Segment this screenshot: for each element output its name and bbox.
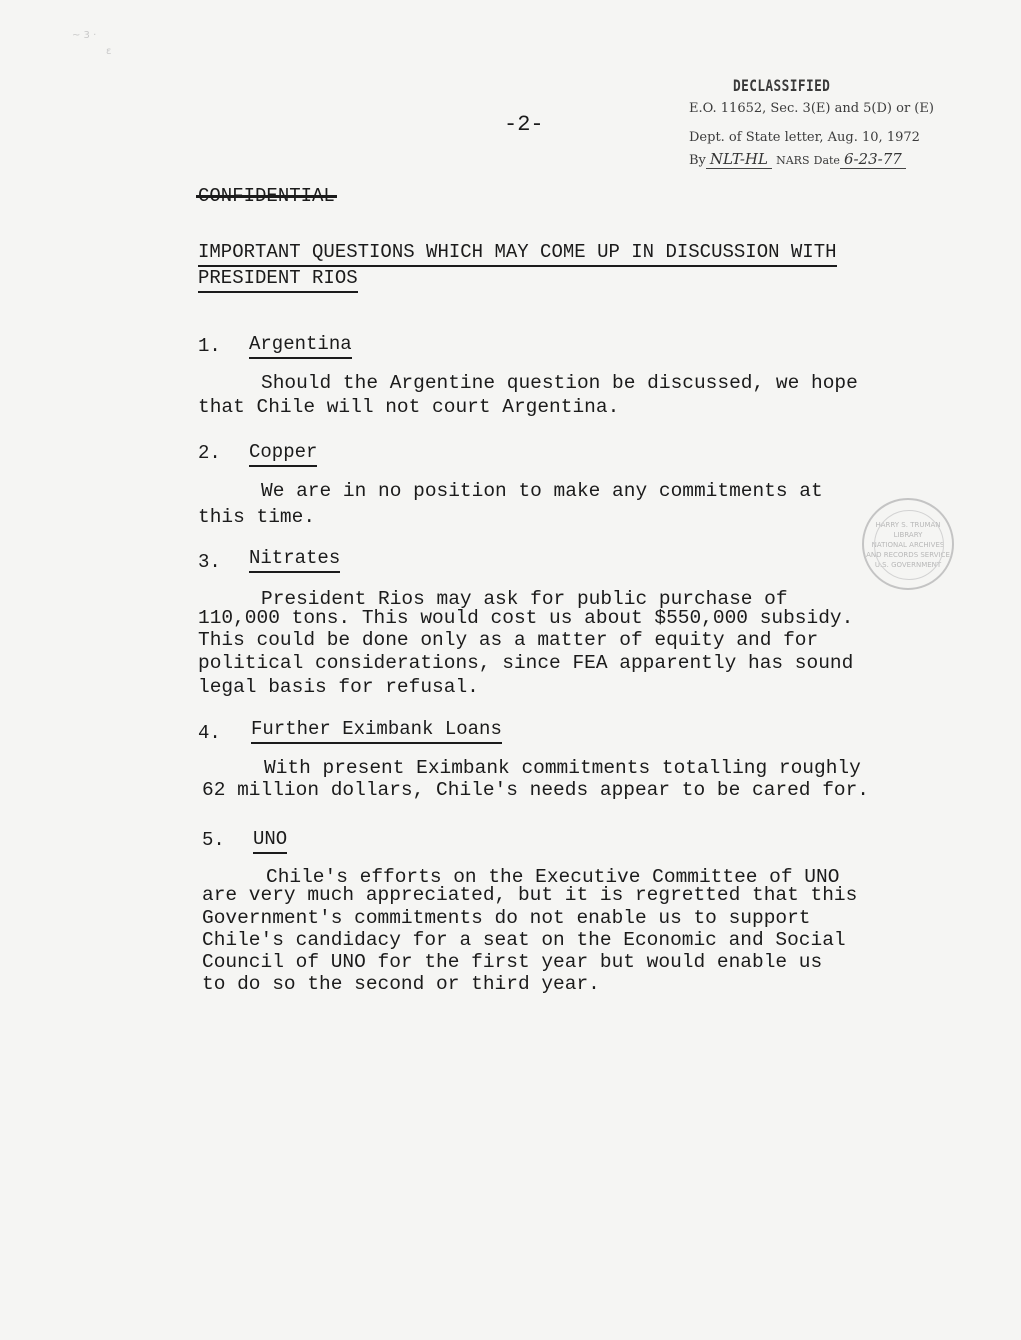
page-number: -2- — [504, 112, 544, 137]
document-title-line-2: PRESIDENT RIOS — [198, 267, 358, 289]
section-heading-copper: Copper — [249, 441, 317, 463]
section-text-line: We are in no position to make any commitments at — [261, 480, 823, 502]
by-initials: NLT-HL — [706, 150, 772, 169]
section-heading-argentina: Argentina — [249, 333, 352, 355]
classification-marking: CONFIDENTIAL — [198, 185, 335, 207]
section-text-line: legal basis for refusal. — [198, 676, 479, 698]
section-heading-uno: UNO — [253, 828, 287, 850]
date-label: Date — [813, 154, 840, 167]
section-text-line: Chile's efforts on the Executive Committee of UNO — [266, 866, 840, 888]
nars-label: NARS — [776, 154, 810, 167]
declassified-stamp-title: DECLASSIFIED — [733, 76, 831, 95]
section-text-line: Chile's candidacy for a seat on the Economic and Social — [202, 929, 846, 951]
section-text-line: Should the Argentine question be discussed, we hope — [261, 372, 858, 394]
library-seal-stamp — [862, 498, 954, 590]
section-text-line: Government's commitments do not enable us to support — [202, 907, 811, 929]
section-text-line: this time. — [198, 506, 316, 528]
section-text-line: Council of UNO for the first year but would enable us — [202, 951, 823, 973]
document-title-line-1: IMPORTANT QUESTIONS WHICH MAY COME UP IN DISCUSSION WITH — [198, 241, 837, 263]
section-number: 1. — [198, 335, 221, 357]
section-number: 3. — [198, 551, 221, 573]
section-text-line: This could be done only as a matter of equity and for — [198, 629, 819, 651]
declassified-signature-line — [689, 150, 906, 168]
section-number: 5. — [202, 829, 225, 851]
date-value: 6-23-77 — [840, 150, 906, 169]
seal-bottom-text: U.S. GOVERNMENT — [874, 561, 942, 569]
section-text-line: 62 million dollars, Chile's needs appear to be cared for. — [202, 779, 870, 801]
section-number: 2. — [198, 442, 221, 464]
section-text-line: to do so the second or third year. — [202, 973, 600, 995]
section-heading-nitrates: Nitrates — [249, 547, 340, 569]
corner-mark: ε — [106, 46, 112, 57]
corner-mark: ~ 3 · — [72, 30, 97, 41]
section-text-line: that Chile will not court Argentina. — [198, 396, 620, 418]
section-text-line: With present Eximbank commitments totalling roughly — [264, 757, 861, 779]
seal-top-text: HARRY S. TRUMAN LIBRARY — [875, 521, 941, 539]
section-text-line: 110,000 tons. This would cost us about $550,000 subsidy. — [198, 607, 854, 629]
declassified-letter: Dept. of State letter, Aug. 10, 1972 — [689, 130, 920, 145]
section-text-line: President Rios may ask for public purchase of — [261, 588, 788, 610]
section-heading-further-eximbank-loans: Further Eximbank Loans — [251, 718, 502, 740]
section-text-line: are very much appreciated, but it is regretted that this — [202, 884, 858, 906]
section-text-line: political considerations, since FEA apparently has sound — [198, 652, 854, 674]
declassified-authority: E.O. 11652, Sec. 3(E) and 5(D) or (E) — [689, 101, 934, 116]
section-number: 4. — [198, 722, 221, 744]
seal-middle-text: NATIONAL ARCHIVES AND RECORDS SERVICE — [866, 541, 950, 559]
by-label: By — [689, 153, 706, 168]
seal-inner-ring — [874, 510, 944, 580]
